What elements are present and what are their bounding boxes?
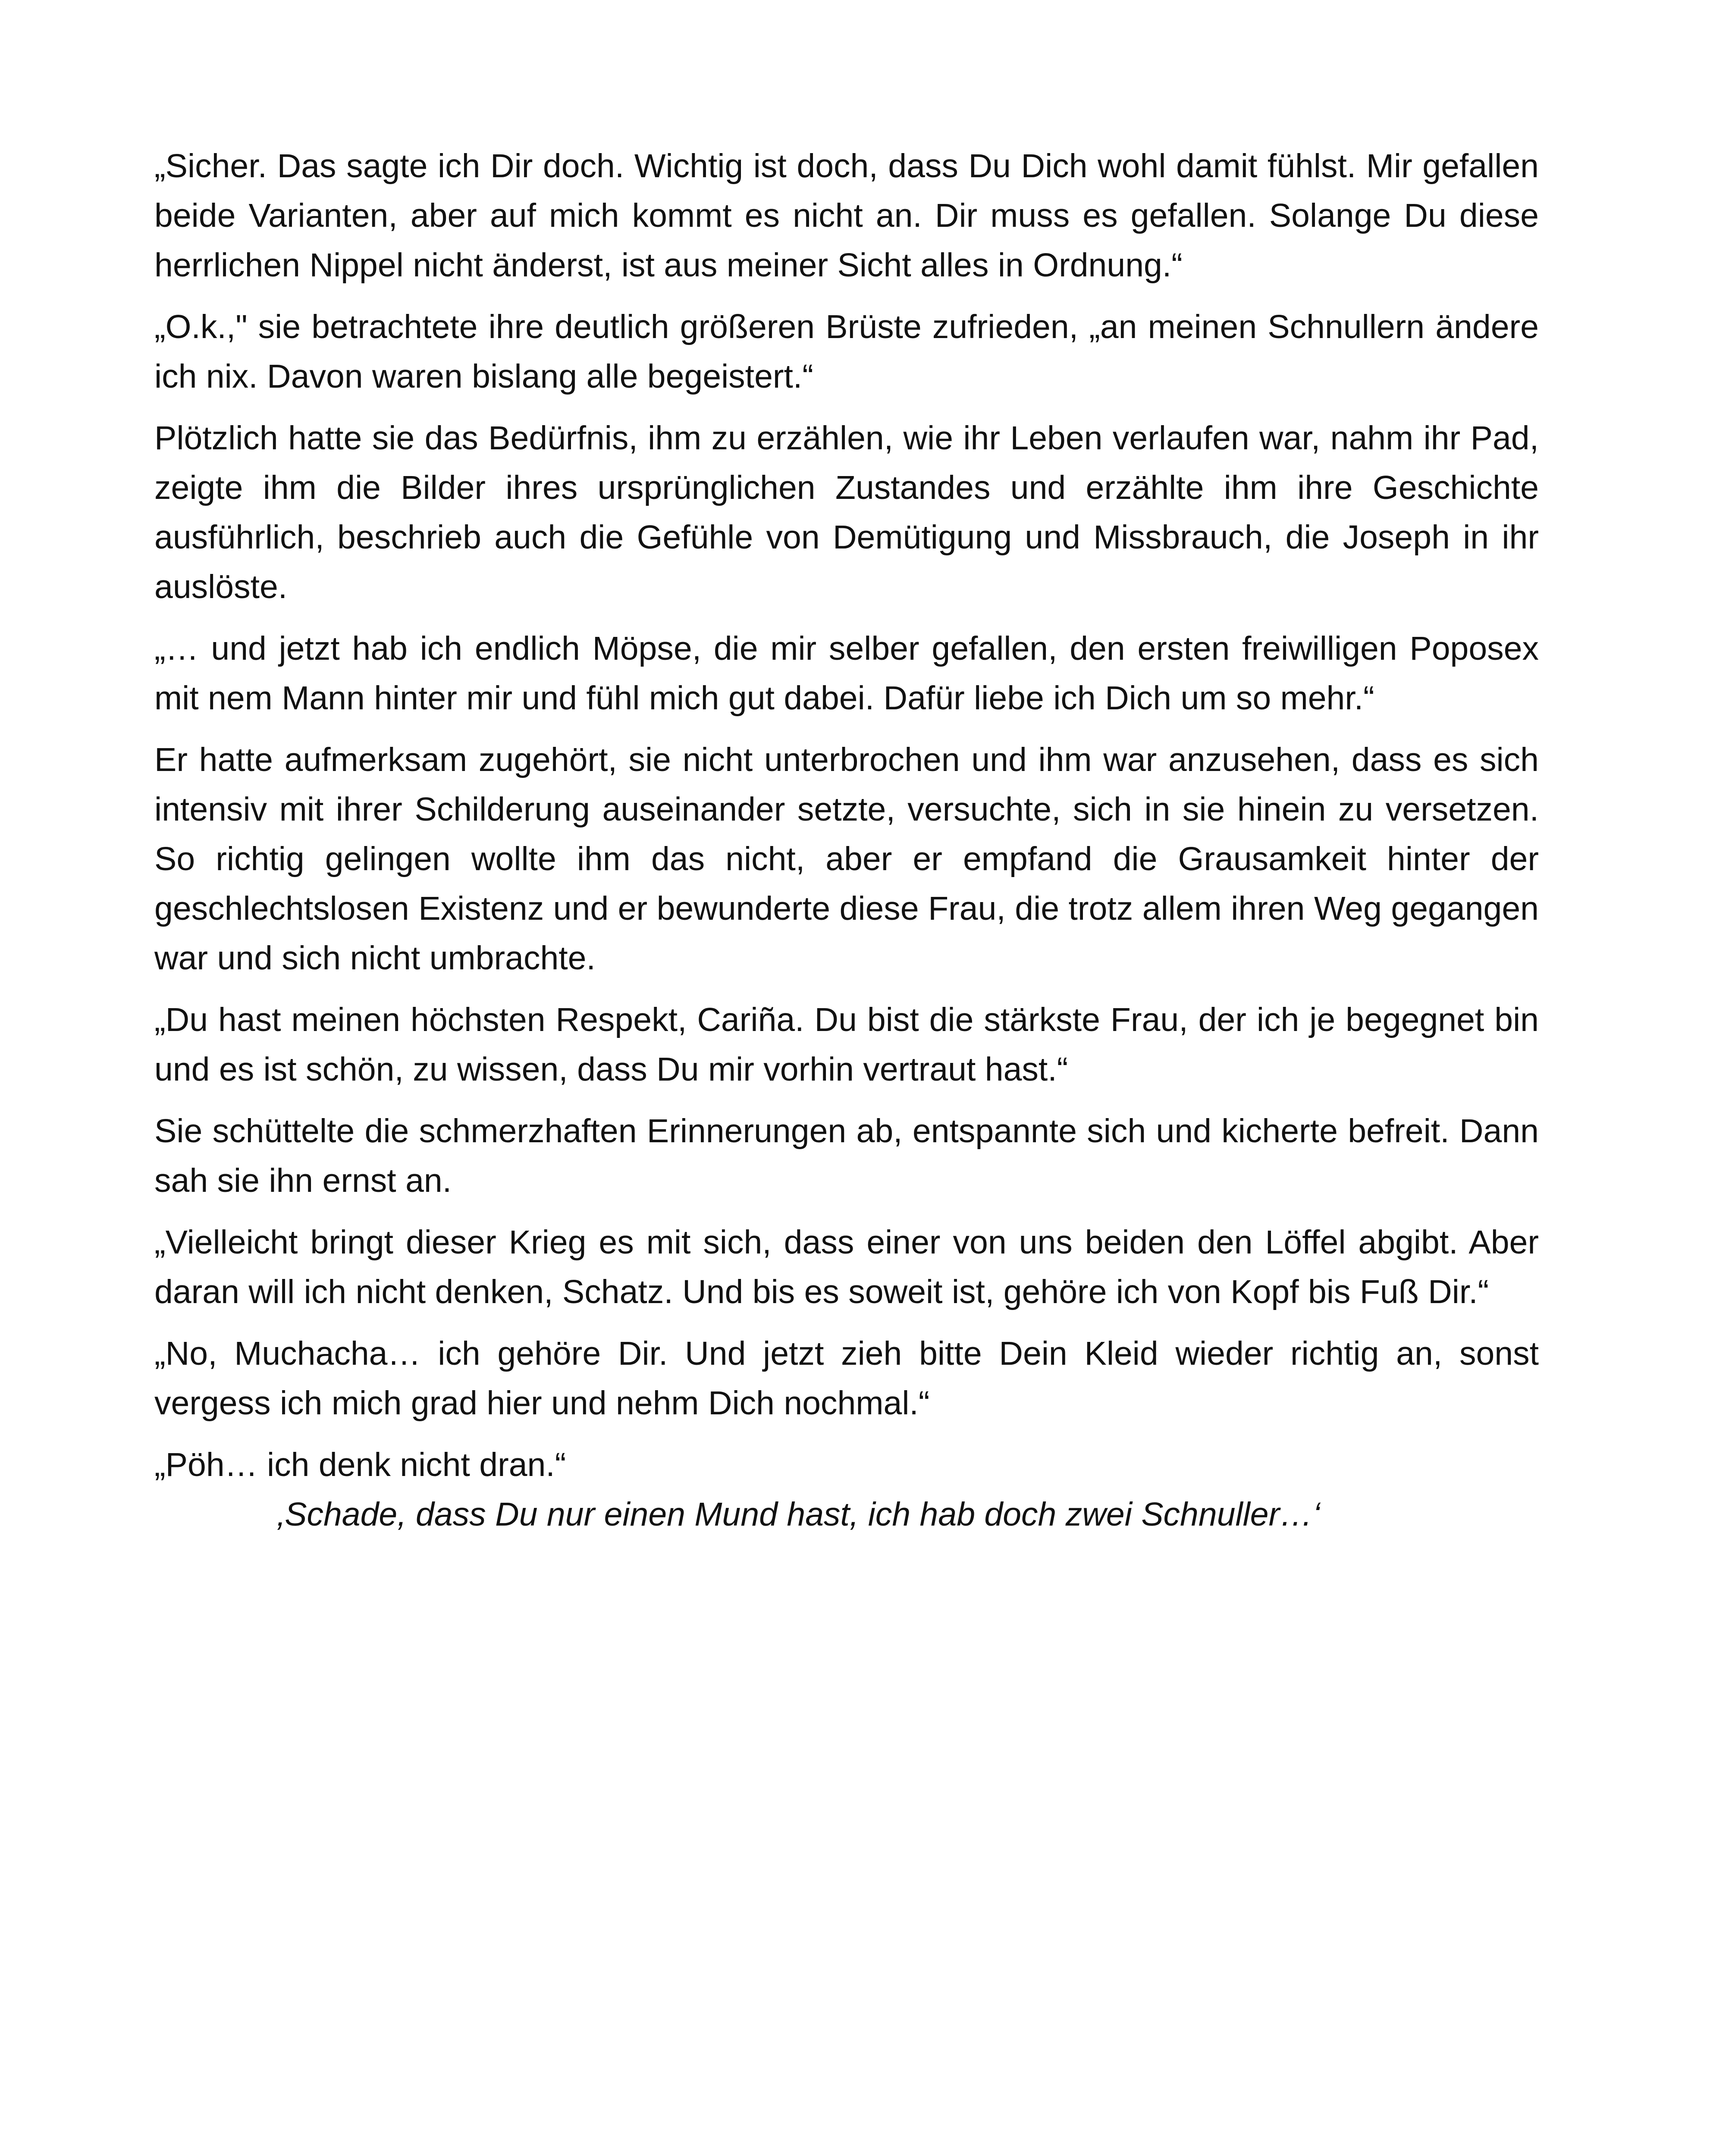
paragraph: „No, Muchacha… ich gehöre Dir. Und jetzt zieh bitte Dein Kleid wieder richtig an, sonst vergess ich mich grad hier und nehm Dich nochmal.“	[154, 1335, 1539, 1422]
paragraph: „… und jetzt hab ich endlich Möpse, die mir selber gefallen, den ersten freiwilligen Poposex mit nem Mann hinter mir und fühl mich gut dabei. Dafür liebe ich Dich um so mehr.“	[154, 630, 1539, 717]
paragraph: Er hatte aufmerksam zugehört, sie nicht unterbrochen und ihm war anzusehen, dass es sich intensiv mit ihrer Schilderung auseinander setzte, versuchte, sich in sie hinein zu versetzen. So richtig gelingen wollte ihm das nicht, aber er empfand die Grausamkeit hinter der geschlechtslosen Existenz und er bewunderte diese Frau, die trotz allem ihren Weg gegangen war und sich nicht umbrachte.	[154, 741, 1539, 977]
paragraph: „Du hast meinen höchsten Respekt, Cariña. Du bist die stärkste Frau, der ich je begegnet bin und es ist schön, zu wissen, dass Du mir vorhin vertraut hast.“	[154, 1001, 1539, 1088]
paragraph: „Pöh… ich denk nicht dran.“	[154, 1446, 566, 1483]
paragraph: Plötzlich hatte sie das Bedürfnis, ihm zu erzählen, wie ihr Leben verlaufen war, nahm ihr Pad, zeigte ihm die Bilder ihres ursprünglichen Zustandes und erzählte ihm ihre Geschichte ausführlich, beschrieb auch die Gefühle von Demütigung und Missbrauch, die Joseph in ihr auslöste.	[154, 420, 1539, 605]
paragraph: „Vielleicht bringt dieser Krieg es mit sich, dass einer von uns beiden den Löffel abgibt. Aber daran will ich nicht denken, Schatz. Und bis es soweit ist, gehöre ich von Kopf bis Fuß Dir.“	[154, 1224, 1539, 1310]
paragraph: „O.k.," sie betrachtete ihre deutlich größeren Brüste zufrieden, „an meinen Schnullern ändere ich nix. Davon waren bislang alle begeistert.“	[154, 308, 1539, 395]
page-body	[154, 141, 1539, 1539]
italic-thought: ‚Schade, dass Du nur einen Mund hast, ich hab doch zwei Schnuller…‘	[277, 1496, 1321, 1533]
paragraph: „Sicher. Das sagte ich Dir doch. Wichtig ist doch, dass Du Dich wohl damit fühlst. Mir gefallen beide Varianten, aber auf mich kommt es nicht an. Dir muss es gefallen. Solange Du diese herrlichen Nippel nicht änderst, ist aus meiner Sicht alles in Ordnung.“	[154, 147, 1539, 284]
paragraph: Sie schüttelte die schmerzhaften Erinnerungen ab, entspannte sich und kicherte befreit. Dann sah sie ihn ernst an.	[154, 1112, 1539, 1199]
